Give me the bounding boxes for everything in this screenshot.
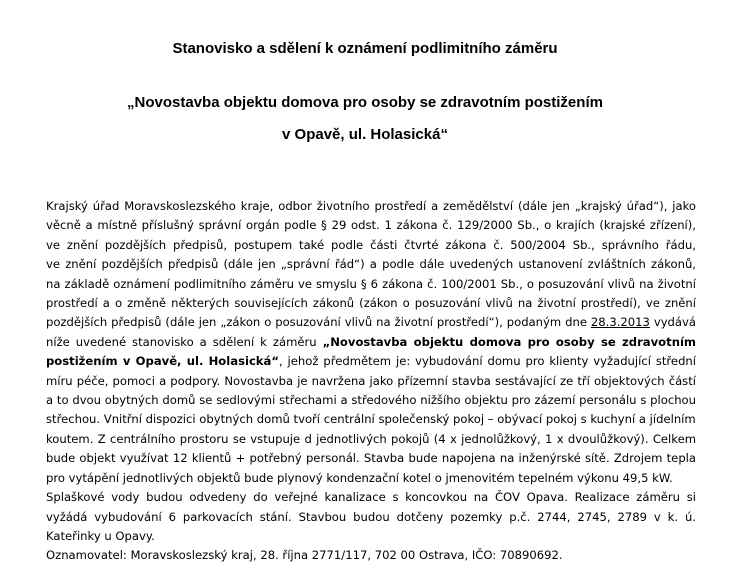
body-text-fragment: pozdějších předpisů (dále jen „zákon o posuzování vlivů na životní prostředí“), podaným dne — [46, 315, 591, 330]
body-line: a to dvou obytných domů se sedlovými střechami a středového nižšího objektu pro zázemí personálu s plochou — [46, 393, 696, 408]
body-line: koutem. Z centrálního prostoru se vstupuje d jednotlivých pokojů (4 x jednolůžkový, 1 x dvoulůžkový). Celkem — [46, 431, 696, 446]
body-line: ve znění pozdějších předpisů, postupem také podle části čtvrté zákona č. 500/2004 Sb., správního řádu, — [46, 237, 696, 252]
body-line: míru péče, pomoci a podpory. Novostavba je navržena jako přízemní stavba sestávající ze tří objektových částí — [46, 373, 696, 388]
body-line: pro vytápění jednotlivých objektů bude plynový kondenzační kotel o jmenovitém tepelném výkonu 49,5 kW. — [46, 470, 673, 485]
body-line — [46, 333, 696, 352]
project-name-bold: „Novostavba objektu domova pro osoby se zdravotním — [322, 334, 696, 349]
body-text-fragment: níže uvedené stanovisko a sdělení k záměru — [46, 334, 323, 349]
body-line: prostředí a o změně některých souvisejících zákonů (zákon o posuzování vlivů na životní prostředí), ve znění — [46, 296, 696, 311]
document-heading: Stanovisko a sdělení k oznámení podlimitního záměru — [172, 40, 558, 57]
project-title-line-1: „Novostavba objektu domova pro osoby se zdravotním postižením — [127, 94, 603, 111]
body-text-fragment: vydává — [649, 315, 696, 330]
body-line — [46, 352, 696, 371]
body-line: ve znění pozdějších předpisů (dále jen „správní řád“) a podle dále uvedených ustanovení zvláštních zákonů, — [46, 257, 696, 272]
body-line: Kateřinky u Opavy. — [46, 528, 155, 543]
body-line: věcně a místně příslušný správní orgán podle § 29 odst. 1 zákona č. 129/2000 Sb., o krajích (krajské zřízení), — [46, 218, 696, 233]
project-name-bold: postižením v Opavě, ul. Holasická“ — [46, 354, 279, 369]
body-line: Krajský úřad Moravskoslezského kraje, odbor životního prostředí a zemědělství (dále jen „krajský úřad“), jako — [46, 199, 696, 213]
body-text-fragment: , jehož předmětem je: vybudování domu pro klienty vyžadující střední — [278, 354, 696, 369]
submission-date: 28.3.2013 — [590, 315, 650, 330]
body-line: na základě oznámení podlimitního záměru ve smyslu § 6 zákona č. 100/2001 Sb., o posuzování vlivů na životní — [46, 276, 696, 291]
body-paragraph — [46, 197, 696, 566]
body-line: Splaškové vody budou odvedeny do veřejné kanalizace s koncovkou na ČOV Opava. Realizace záměru si — [46, 490, 696, 505]
project-title-line-2: v Opavě, ul. Holasická“ — [282, 126, 448, 143]
body-line — [46, 313, 696, 332]
applicant-line: Oznamovatel: Moravskoslezský kraj, 28. října 2771/117, 702 00 Ostrava, IČO: 70890692. — [46, 548, 563, 563]
body-line: bude objekt využívat 12 klientů + potřebný personál. Stavba bude napojena na inženýrské sítě. Zdrojem tepla — [46, 451, 696, 466]
body-line: střechou. Vnitřní dispozici obytných domů tvoří centrální společenský pokoj – obývací pokoj s kuchyní a jídelním — [46, 412, 696, 427]
body-line: vyžádá vybudování 6 parkovacích stání. Stavbou budou dotčeny pozemky p.č. 2744, 2745, 2789 v k. ú. — [46, 509, 696, 524]
